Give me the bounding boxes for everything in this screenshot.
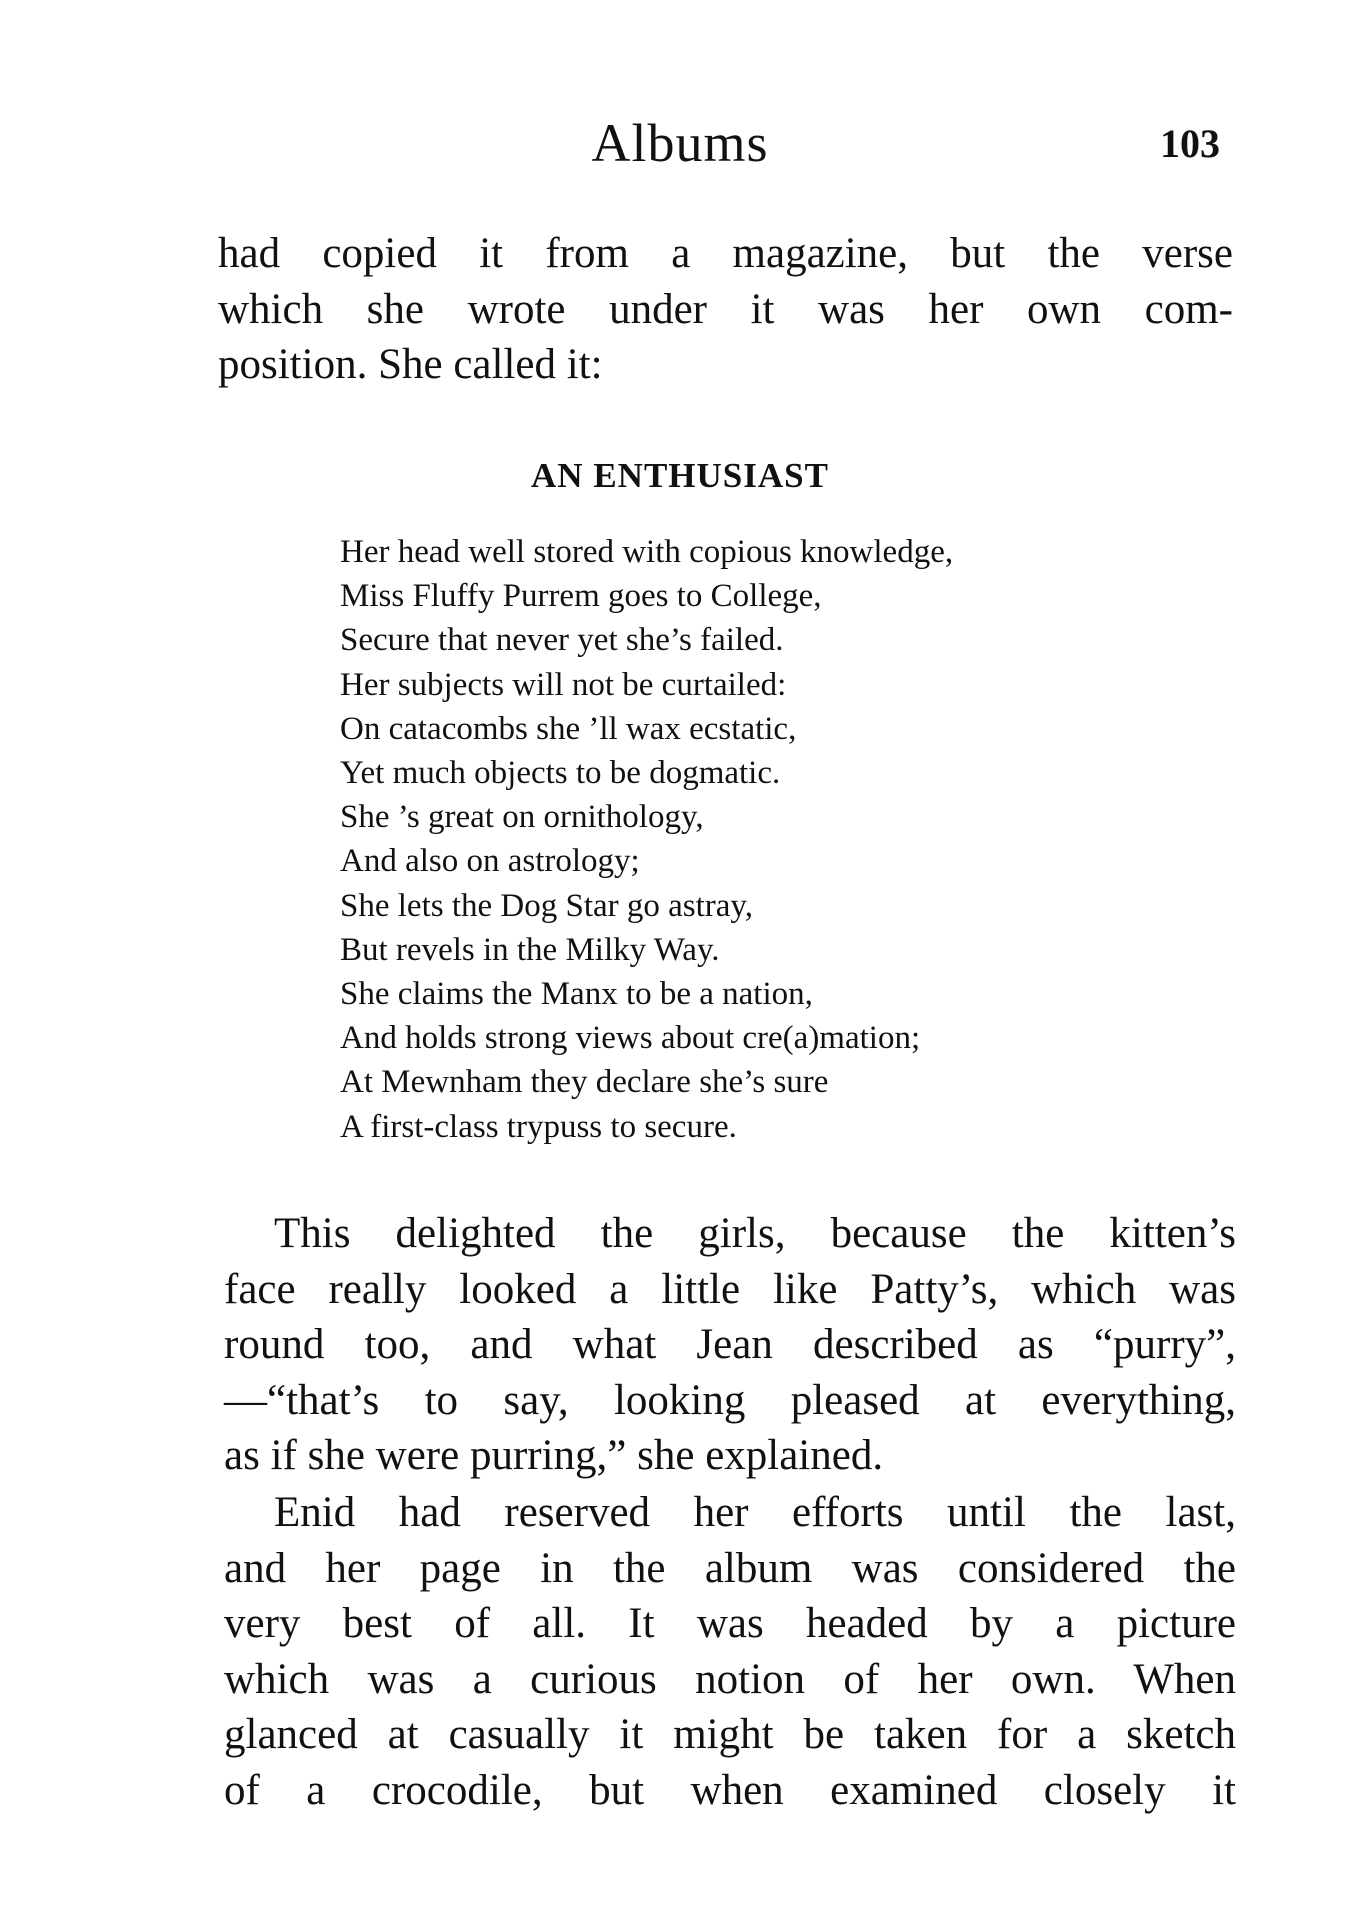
poem-line: And also on astrology;: [340, 843, 640, 880]
poem-line: And holds strong views about cre(a)mation;: [340, 1020, 921, 1057]
paragraph-3: [224, 1485, 1236, 1818]
poem-line: Yet much objects to be dogmatic.: [340, 755, 781, 792]
text-line: round too, and what Jean described as “purry”,: [224, 1321, 1236, 1368]
text-line: This delighted the girls, because the kitten’s: [274, 1210, 1236, 1257]
page-header: [0, 112, 1360, 182]
poem-line: She claims the Manx to be a nation,: [340, 976, 813, 1013]
poem-line: At Mewnham they declare she’s sure: [340, 1064, 829, 1101]
text-line: which she wrote under it was her own com-: [218, 285, 1233, 333]
text-line: as if she were purring,” she explained.: [224, 1432, 884, 1479]
poem-title: AN ENTHUSIAST: [531, 456, 829, 495]
text-line: and her page in the album was considered the: [224, 1544, 1236, 1592]
poem-line: She ’s great on ornithology,: [340, 799, 704, 836]
paragraph-1: [218, 226, 1233, 393]
poem-line: Secure that never yet she’s failed.: [340, 622, 784, 659]
text-line: of a crocodile, but when examined closely it: [224, 1766, 1236, 1814]
poem-line: Her head well stored with copious knowledge,: [340, 534, 954, 570]
text-line: —“that’s to say, looking pleased at everything,: [224, 1376, 1236, 1424]
text-line: position. She called it:: [218, 341, 603, 388]
text-line: had copied it from a magazine, but the verse: [218, 230, 1233, 277]
text-line: Enid had reserved her efforts until the last,: [274, 1489, 1236, 1536]
poem-line: On catacombs she ’ll wax ecstatic,: [340, 710, 797, 747]
text-line: glanced at casually it might be taken for a sketch: [224, 1711, 1236, 1758]
text-line: which was a curious notion of her own. When: [224, 1655, 1236, 1703]
running-title: Albums: [591, 113, 769, 173]
page-number: 103: [1160, 121, 1220, 166]
poem-line: But revels in the Milky Way.: [340, 931, 720, 968]
text-line: very best of all. It was headed by a picture: [224, 1600, 1236, 1647]
paragraph-2: [224, 1206, 1236, 1484]
poem-line: Miss Fluffy Purrem goes to College,: [340, 578, 822, 615]
text-line: face really looked a little like Patty’s, which was: [224, 1265, 1236, 1313]
poem-line: A first-class trypuss to secure.: [340, 1108, 737, 1145]
poem-line: She lets the Dog Star go astray,: [340, 887, 754, 924]
poem-verse: [340, 530, 1240, 1149]
poem-line: Her subjects will not be curtailed:: [340, 666, 787, 703]
